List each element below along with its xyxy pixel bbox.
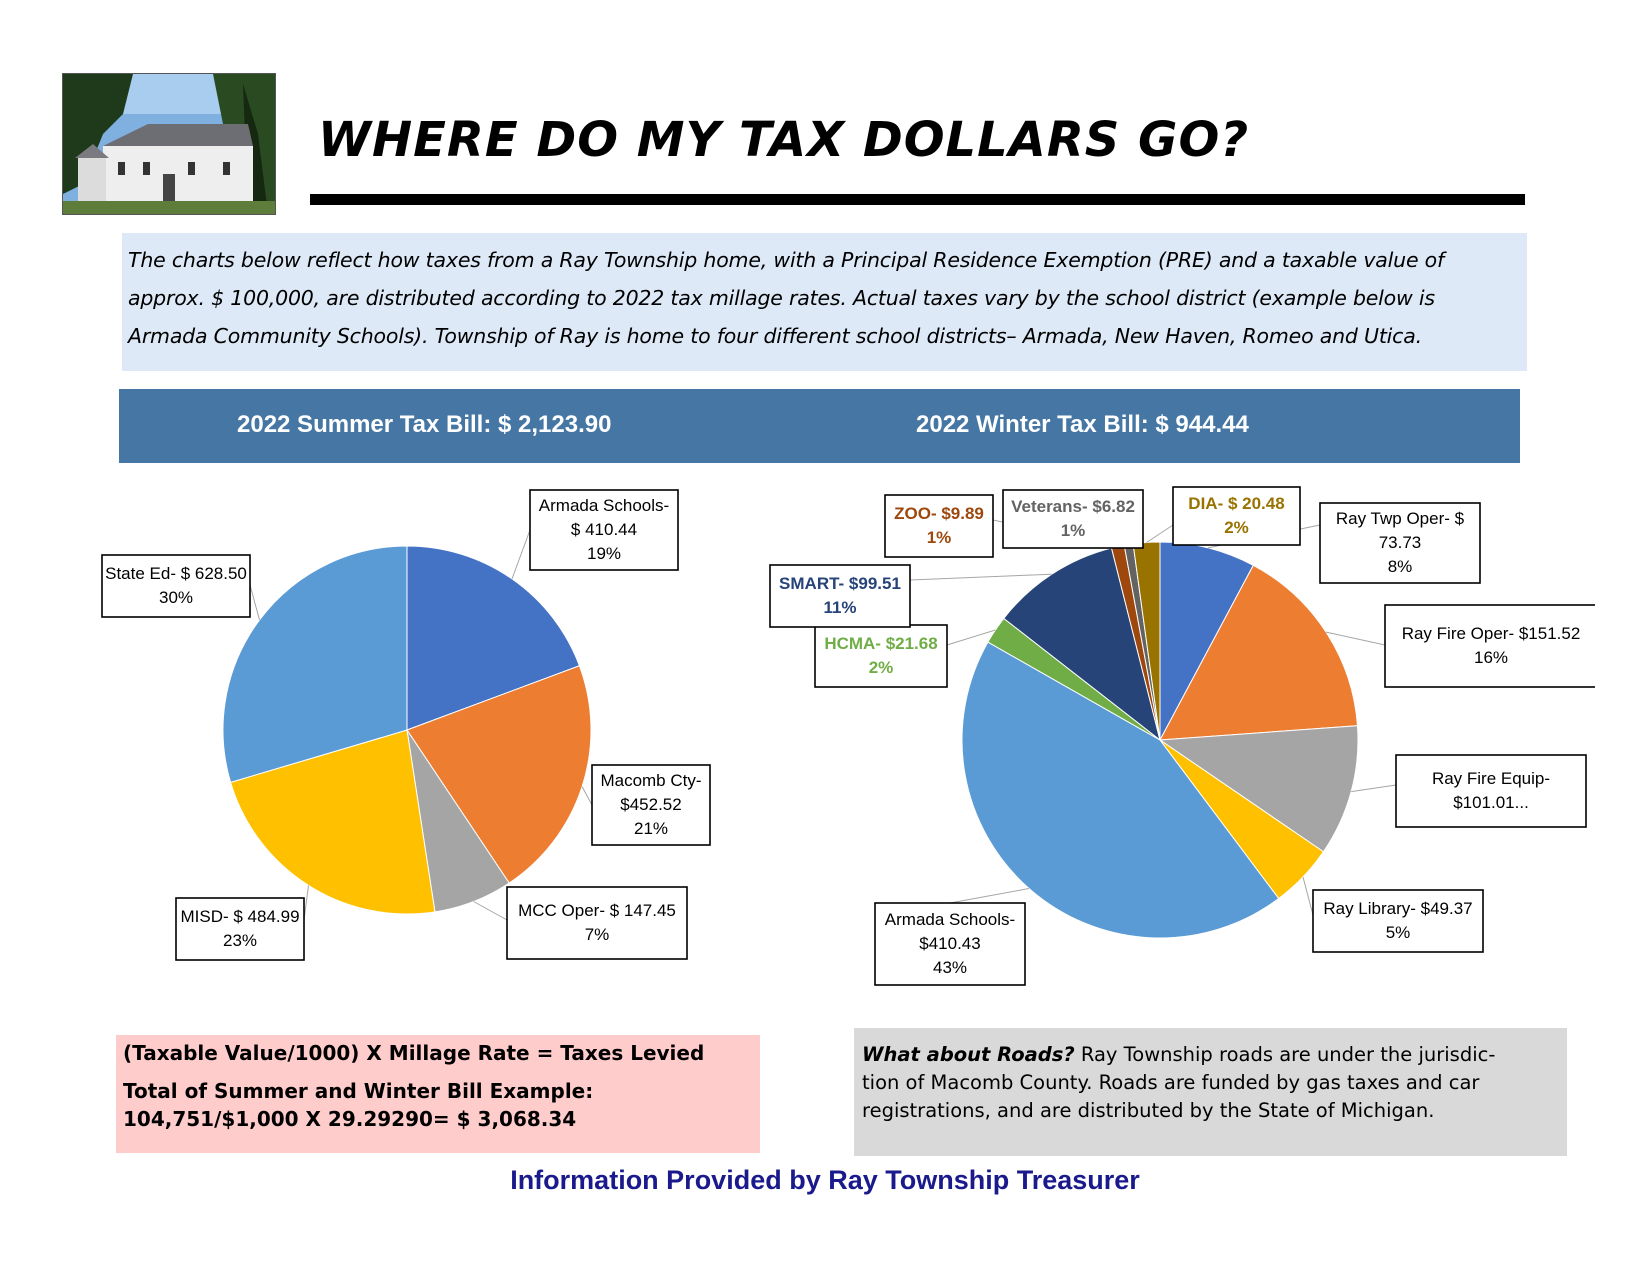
title-underline: [310, 194, 1525, 205]
footer-credit: Information Provided by Ray Township Treasurer: [510, 1165, 1140, 1195]
label-text: 8%: [1387, 557, 1413, 576]
leader-line: [512, 530, 530, 579]
label-text: Armada Schools-: [538, 496, 670, 515]
millage-formula-box: [116, 1035, 760, 1153]
data-label: [102, 555, 260, 620]
data-label: [1326, 605, 1595, 687]
label-text: 19%: [586, 544, 622, 563]
label-text: 30%: [158, 588, 194, 607]
label-text: State Ed- $ 628.50: [105, 564, 247, 583]
roads-text: tion of Macomb County. Roads are funded by gas taxes and car: [862, 1071, 1480, 1094]
label-text: ZOO- $9.89: [894, 504, 984, 523]
label-text: Veterans- $6.82: [1011, 497, 1135, 516]
leader-line: [950, 889, 1029, 904]
data-label: [815, 625, 995, 687]
leader-line: [582, 787, 592, 805]
label-text: 43%: [932, 958, 968, 977]
label-text: 1%: [926, 528, 952, 547]
label-text: 11%: [823, 598, 857, 617]
label-text: $101.01...: [1453, 793, 1529, 812]
label-text: $410.43: [919, 934, 981, 953]
label-text: Ray Fire Equip-: [1431, 769, 1551, 788]
intro-box: [122, 233, 1527, 371]
leader-line: [1326, 632, 1385, 645]
label-text: Ray Twp Oper- $: [1335, 509, 1465, 528]
label-text: 2%: [1224, 518, 1249, 537]
leader-line: [250, 585, 260, 620]
label-text: HCMA- $21.68: [824, 634, 938, 653]
formula-line: (Taxable Value/1000) X Millage Rate = Taxes Levied: [123, 1041, 705, 1065]
label-text: Ray Fire Oper- $151.52: [1401, 624, 1581, 643]
formula-example-heading: Total of Summer and Winter Bill Example:: [123, 1079, 594, 1103]
intro-line: The charts below reflect how taxes from a Ray Township home, with a Principal Residence Exemption (PRE) and a taxable value of: [128, 248, 1445, 272]
label-text: Armada Schools-: [884, 910, 1016, 929]
leader-line: [1351, 785, 1396, 792]
leader-line: [1147, 525, 1174, 543]
data-label: [1003, 490, 1143, 548]
roads-text: registrations, and are distributed by the State of Michigan.: [862, 1099, 1435, 1122]
label-text: MISD- $ 484.99: [180, 907, 300, 926]
roads-info-box: [854, 1028, 1567, 1156]
label-text: MCC Oper- $ 147.45: [518, 901, 676, 920]
intro-line: Armada Community Schools). Township of Ray is home to four different school districts– Armada, New Haven, Romeo and Utica.: [128, 324, 1422, 348]
label-text: $452.52: [620, 795, 682, 814]
intro-line: approx. $ 100,000, are distributed according to 2022 tax millage rates. Actual taxes vary by the school district (example below is: [128, 286, 1435, 310]
data-label: [176, 885, 309, 960]
label-text: 16%: [1473, 648, 1509, 667]
label-box: [507, 887, 687, 959]
roads-heading: What about Roads?: [862, 1043, 1075, 1066]
label-text: 23%: [222, 931, 258, 950]
data-label: [1303, 877, 1483, 952]
label-text: 5%: [1385, 923, 1411, 942]
label-box: [1385, 605, 1595, 687]
data-label: [1351, 755, 1586, 827]
data-label: [474, 887, 687, 959]
data-label: [512, 490, 678, 579]
township-hall-photo-icon: [62, 73, 276, 215]
leader-line: [910, 574, 1052, 580]
label-box: [1396, 755, 1586, 827]
data-label: [875, 889, 1029, 986]
summer-tax-pie-chart: [0, 480, 820, 1000]
formula-example-value: 104,751/$1,000 X 29.29290= $ 3,068.34: [123, 1107, 577, 1131]
label-text: DIA- $ 20.48: [1188, 494, 1285, 513]
data-label: [1147, 487, 1301, 545]
roads-text: Ray Township roads are under the jurisdic-: [1074, 1043, 1496, 1066]
label-text: 21%: [633, 819, 669, 838]
label-text: $ 410.44: [570, 520, 638, 539]
label-text: Macomb Cty-: [600, 771, 702, 790]
label-text: 7%: [584, 925, 610, 944]
data-label: [582, 765, 710, 845]
label-text: 73.73: [1378, 533, 1422, 552]
summer-bill-total: 2022 Summer Tax Bill: $ 2,123.90: [237, 411, 612, 438]
label-text: Ray Library- $49.37: [1323, 899, 1473, 918]
label-text: SMART- $99.51: [779, 574, 901, 593]
leader-line: [474, 902, 507, 921]
label-text: 2%: [868, 658, 894, 677]
leader-line: [1303, 877, 1313, 915]
label-text: 1%: [1060, 521, 1086, 540]
winter-bill-total: 2022 Winter Tax Bill: $ 944.44: [916, 411, 1249, 438]
page-title: WHERE DO MY TAX DOLLARS GO?: [318, 112, 1250, 168]
tax-bill-header-bar: [119, 389, 1520, 463]
winter-tax-pie-chart: [760, 485, 1595, 1005]
